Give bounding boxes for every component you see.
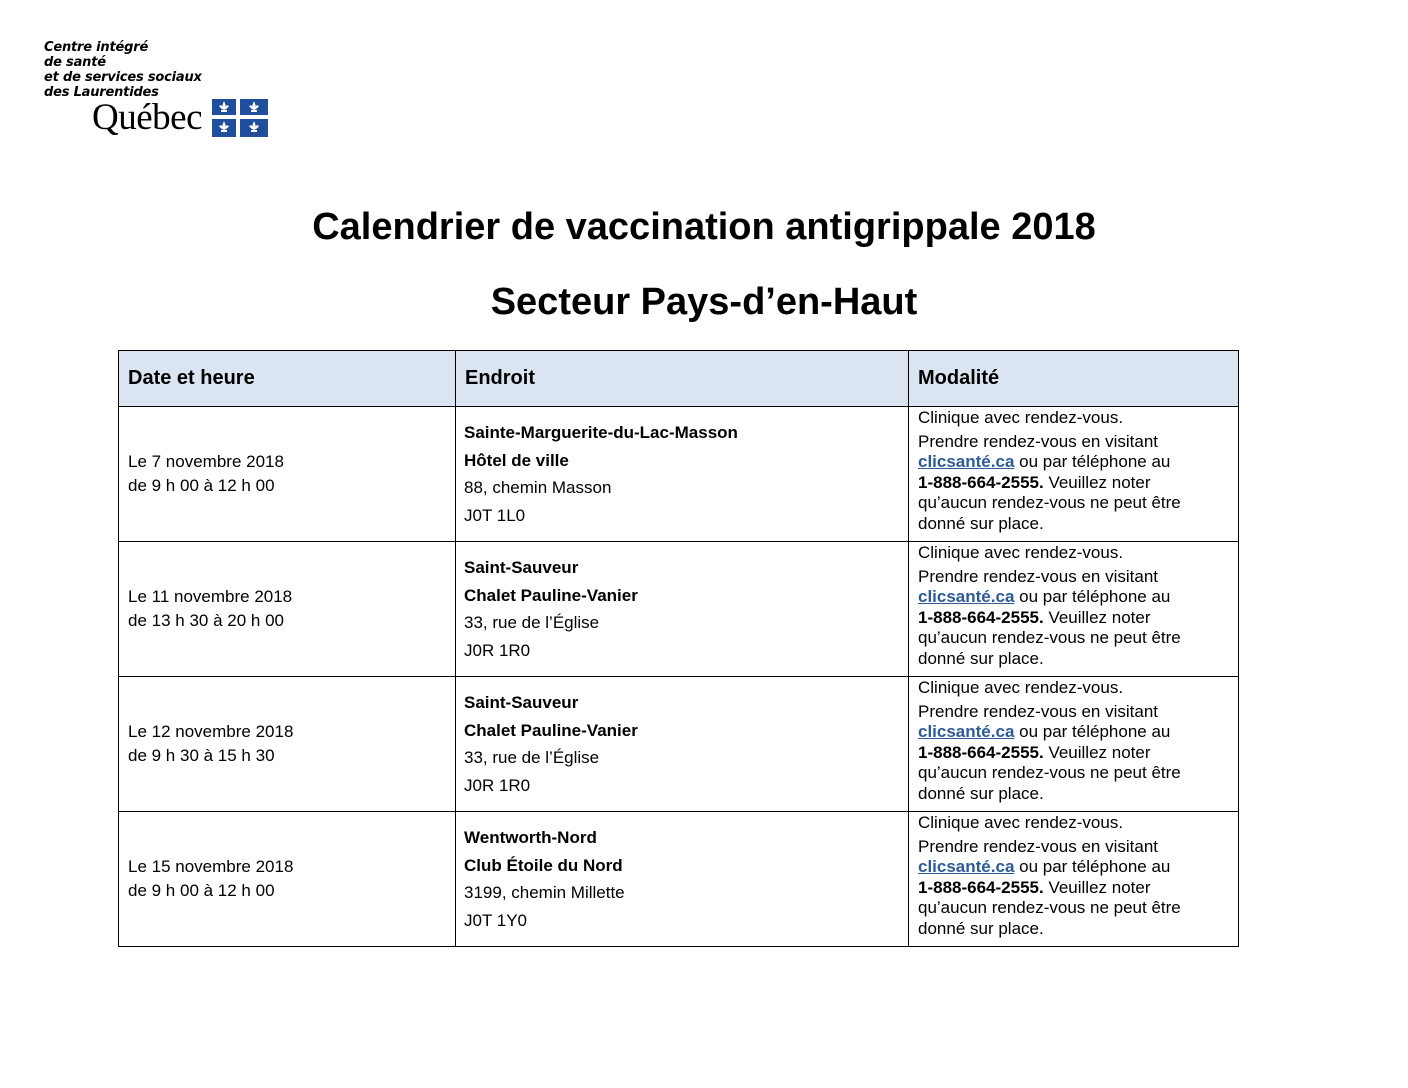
place-cell bbox=[456, 542, 909, 677]
date-text: Le 15 novembre 2018 bbox=[128, 857, 294, 876]
place-cell bbox=[456, 812, 909, 947]
time-text: de 9 h 30 à 15 h 30 bbox=[128, 746, 275, 765]
phone-number: 1-888-664-2555. bbox=[918, 607, 1044, 627]
table-row bbox=[119, 407, 1239, 542]
date-cell bbox=[119, 407, 456, 542]
modality-line: Prendre rendez-vous en visitant bbox=[918, 566, 1159, 586]
clicsante-link[interactable]: clicsanté.ca bbox=[918, 857, 1015, 876]
clicsante-link[interactable]: clicsanté.ca bbox=[918, 587, 1015, 606]
modality-line: Prendre rendez-vous en visitant bbox=[918, 701, 1159, 721]
modality-cell bbox=[909, 812, 1239, 947]
phone-number: 1-888-664-2555. bbox=[918, 742, 1044, 762]
place-cell bbox=[456, 407, 909, 542]
modality-line: Clinique avec rendez-vous. bbox=[918, 813, 1124, 832]
date-cell bbox=[119, 542, 456, 677]
city-name: Saint-Sauveur bbox=[464, 693, 579, 712]
date-cell bbox=[119, 677, 456, 812]
modality-line: donné sur place. bbox=[918, 513, 1044, 533]
phone-number: 1-888-664-2555. bbox=[918, 472, 1044, 492]
modality-text: ou par téléphone au bbox=[1014, 857, 1171, 876]
modality-line: Prendre rendez-vous en visitant bbox=[918, 431, 1159, 451]
phone-number: 1-888-664-2555. bbox=[918, 877, 1044, 897]
postal-code: J0R 1R0 bbox=[464, 640, 531, 660]
org-line-3: et de services sociaux bbox=[44, 70, 202, 85]
venue-name: Chalet Pauline-Vanier bbox=[464, 720, 638, 740]
modality-line: Clinique avec rendez-vous. bbox=[918, 408, 1124, 427]
vaccination-schedule-table bbox=[118, 350, 1239, 947]
document-title: Calendrier de vaccination antigrippale 2018 bbox=[312, 206, 1096, 248]
address-text: 3199, chemin Millette bbox=[464, 883, 625, 902]
organization-logo bbox=[44, 40, 202, 138]
date-text: Le 7 novembre 2018 bbox=[128, 452, 284, 471]
column-header-date: Date et heure bbox=[119, 351, 456, 407]
modality-cell bbox=[909, 407, 1239, 542]
quebec-wordmark bbox=[92, 98, 269, 138]
modality-text: ou par téléphone au bbox=[1014, 587, 1171, 606]
quebec-word: Québec bbox=[92, 97, 202, 138]
date-text: Le 12 novembre 2018 bbox=[128, 722, 294, 741]
address-text: 33, rue de l’Église bbox=[464, 613, 600, 632]
modality-line: donné sur place. bbox=[918, 648, 1044, 668]
postal-code: J0T 1L0 bbox=[464, 505, 526, 525]
modality-line: qu’aucun rendez-vous ne peut être bbox=[918, 628, 1181, 647]
modality-text: Veuillez noter bbox=[1043, 877, 1151, 897]
modality-text: Veuillez noter bbox=[1043, 472, 1151, 492]
modality-text: Veuillez noter bbox=[1043, 742, 1151, 762]
modality-text: Veuillez noter bbox=[1043, 607, 1151, 627]
organization-name bbox=[44, 40, 202, 100]
modality-text: ou par téléphone au bbox=[1014, 722, 1171, 741]
modality-cell bbox=[909, 677, 1239, 812]
org-line-2: de santé bbox=[44, 55, 106, 70]
modality-text: ou par téléphone au bbox=[1014, 452, 1171, 471]
clicsante-link[interactable]: clicsanté.ca bbox=[918, 452, 1015, 471]
modality-line: donné sur place. bbox=[918, 783, 1044, 803]
table-row bbox=[119, 677, 1239, 812]
column-header-place: Endroit bbox=[456, 351, 909, 407]
time-text: de 9 h 00 à 12 h 00 bbox=[128, 476, 275, 495]
postal-code: J0T 1Y0 bbox=[464, 910, 528, 930]
city-name: Saint-Sauveur bbox=[464, 558, 579, 577]
time-text: de 9 h 00 à 12 h 00 bbox=[128, 881, 275, 900]
venue-name: Hôtel de ville bbox=[464, 450, 569, 470]
table-header-row bbox=[119, 351, 1239, 407]
city-name: Wentworth-Nord bbox=[464, 828, 597, 847]
modality-line: qu’aucun rendez-vous ne peut être bbox=[918, 898, 1181, 917]
modality-line: donné sur place. bbox=[918, 918, 1044, 938]
postal-code: J0R 1R0 bbox=[464, 775, 531, 795]
org-line-4: des Laurentides bbox=[44, 85, 159, 100]
column-header-modality: Modalité bbox=[909, 351, 1239, 407]
date-text: Le 11 novembre 2018 bbox=[128, 587, 293, 606]
date-cell bbox=[119, 812, 456, 947]
modality-line: qu’aucun rendez-vous ne peut être bbox=[918, 493, 1181, 512]
document-subtitle: Secteur Pays-d’en-Haut bbox=[490, 281, 918, 323]
table-row bbox=[119, 812, 1239, 947]
modality-line: Clinique avec rendez-vous. bbox=[918, 543, 1124, 562]
modality-line: Prendre rendez-vous en visitant bbox=[918, 836, 1159, 856]
modality-line: qu’aucun rendez-vous ne peut être bbox=[918, 763, 1181, 782]
time-text: de 13 h 30 à 20 h 00 bbox=[128, 611, 284, 630]
venue-name: Chalet Pauline-Vanier bbox=[464, 585, 638, 605]
city-name: Sainte-Marguerite-du-Lac-Masson bbox=[464, 423, 738, 442]
quebec-flag-icon bbox=[211, 98, 269, 138]
modality-line: Clinique avec rendez-vous. bbox=[918, 678, 1124, 697]
address-text: 33, rue de l’Église bbox=[464, 748, 600, 767]
org-line-1: Centre intégré bbox=[44, 40, 149, 55]
clicsante-link[interactable]: clicsanté.ca bbox=[918, 722, 1015, 741]
place-cell bbox=[456, 677, 909, 812]
address-text: 88, chemin Masson bbox=[464, 478, 612, 497]
modality-cell bbox=[909, 542, 1239, 677]
table-row bbox=[119, 542, 1239, 677]
venue-name: Club Étoile du Nord bbox=[464, 855, 623, 875]
